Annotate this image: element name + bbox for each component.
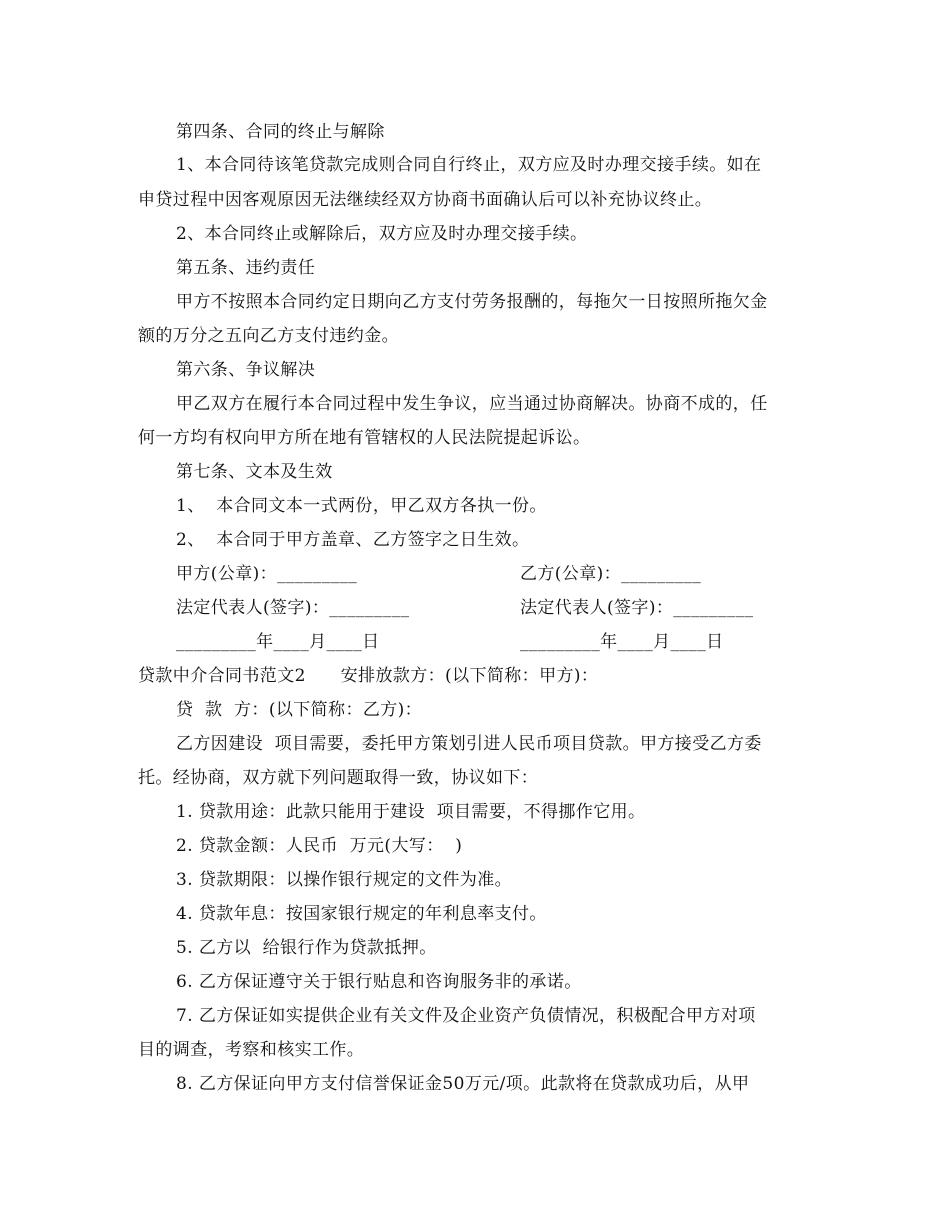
article4-item1-line1: 1、本合同待该笔贷款完成则合同自行终止，双方应及时办理交接手续。如在 — [176, 155, 762, 175]
sample2-item2: 2. 贷款金额：人民币 万元(大写： ) — [176, 836, 463, 856]
sample2-item6: 6. 乙方保证遵守关于银行贴息和咨询服务非的承诺。 — [176, 972, 582, 992]
party-a-representative: 法定代表人(签字)：_________ — [176, 598, 410, 618]
sample2-item7-line2: 目的调查，考察和核实工作。 — [138, 1040, 365, 1060]
article4-item1-line2: 申贷过程中因客观原因无法继续经双方协商书面确认后可以补充协议终止。 — [138, 190, 713, 210]
article5-para-line1: 甲方不按照本合同约定日期向乙方支付劳务报酬的，每拖欠一日按照所拖欠金 — [176, 292, 768, 312]
article7-item1: 1、 本合同文本一式两份，甲乙双方各执一份。 — [176, 496, 547, 516]
sample2-item3: 3. 贷款期限：以操作银行规定的文件为准。 — [176, 870, 513, 890]
article6-para-line1: 甲乙双方在履行本合同过程中发生争议，应当通过协商解决。协商不成的，任 — [176, 394, 768, 414]
party-a-seal: 甲方(公章)：_________ — [176, 564, 358, 584]
article5-para-line2: 额的万分之五向乙方支付违约金。 — [138, 326, 399, 346]
article4-heading: 第四条、合同的终止与解除 — [176, 122, 385, 142]
article7-heading: 第七条、文本及生效 — [176, 462, 333, 482]
article7-item2: 2、 本合同于甲方盖章、乙方签字之日生效。 — [176, 530, 530, 550]
article6-para-line2: 何一方均有权向甲方所在地有管辖权的人民法院提起诉讼。 — [138, 428, 591, 448]
article4-item2: 2、本合同终止或解除后，双方应及时办理交接手续。 — [176, 224, 588, 244]
sample2-item8-line1: 8. 乙方保证向甲方支付信誉保证金50万元/项。此款将在贷款成功后，从甲 — [176, 1074, 750, 1094]
article5-heading: 第五条、违约责任 — [176, 258, 316, 278]
sample2-item7-line1: 7. 乙方保证如实提供企业有关文件及企业资产负债情况，积极配合甲方对项 — [176, 1006, 756, 1026]
article6-heading: 第六条、争议解决 — [176, 360, 316, 380]
sample2-item5: 5. 乙方以 给银行作为贷款抵押。 — [176, 938, 437, 958]
party-a-date: _________年____月____日 — [176, 632, 380, 652]
sample2-intro-line1: 乙方因建设 项目需要，委托甲方策划引进人民币项目贷款。甲方接受乙方委 — [176, 734, 762, 754]
party-b-representative: 法定代表人(签字)：_________ — [520, 598, 754, 618]
sample2-item4: 4. 贷款年息：按国家银行规定的年利息率支付。 — [176, 904, 547, 924]
sample2-borrower-line: 贷 款 方：(以下简称：乙方)： — [176, 700, 423, 720]
party-b-date: _________年____月____日 — [520, 632, 724, 652]
sample2-intro-line2: 托。经协商，双方就下列问题取得一致，协议如下： — [138, 768, 539, 788]
party-b-seal: 乙方(公章)：_________ — [520, 564, 702, 584]
sample2-title-line: 贷款中介合同书范文2 安排放款方：(以下简称：甲方)： — [138, 666, 599, 686]
sample2-item1: 1. 贷款用途：此款只能用于建设 项目需要，不得挪作它用。 — [176, 802, 646, 822]
